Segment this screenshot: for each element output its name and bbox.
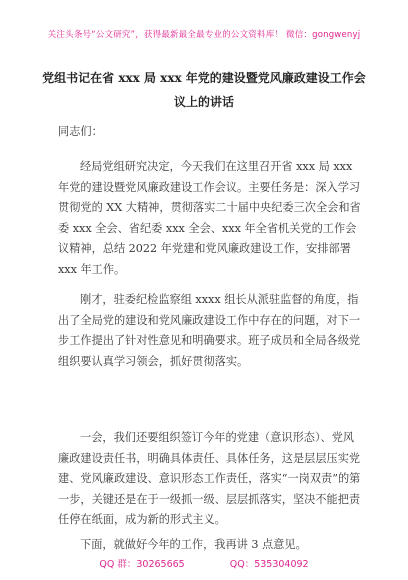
footer-qq-group: QQ 群：30265665	[99, 559, 185, 570]
document-title	[40, 66, 368, 114]
title-line-2: 议上的讲话	[173, 95, 234, 109]
paragraph-4: 下面，就做好今年的工作，我再讲 3 点意见。	[80, 538, 307, 551]
footer-qq: QQ：535304092	[229, 559, 309, 570]
footer-contact	[0, 556, 408, 570]
paragraph-2: 刚才，驻委纪检监察组 xxxx 组长从派驻监督的角度，指出了全局党的建设和党风廉政建设工作中存在的问题，对下一步工作提出了针对性意见和明确要求。班子成员和全局各级党组织要认真学习领会，抓好贯彻落实。	[58, 293, 361, 368]
paragraph-1: 经局党组研究决定，今天我们在这里召开省 xxx 局 xxx 年党的建设暨党风廉政建设工作会议。主要任务是：深入学习贯彻党的 XX 大精神，贯彻落实二十届中央纪委三次全会和省委 xxx 全会、省纪委 xxx 全会、xxx 年全省机关党的工作会议精神，总结 2022 年党建和党风廉政建设工作，安排部署 xxx 年工作。	[58, 160, 361, 276]
promo-banner: 关注头条号“公文研究”，获得最新最全最专业的公文资料库！ 微信：gongwenyj	[47, 30, 361, 40]
title-line-1: 党组书记在省 xxx 局 xxx 年党的建设暨党风廉政建设工作会	[42, 71, 366, 85]
salutation: 同志们：	[58, 125, 103, 138]
paragraph-3: 一会，我们还要组织签订今年的党建（意识形态）、党风廉政建设责任书，明确具体责任、具体任务，这是层层压实党建、党风廉政建设、意识形态工作责任，落实“一岗双责”的第一步，关键还是在于一级抓一级、层层抓落实，坚决不能把责任停在纸面，成为新的形式主义。	[58, 431, 361, 526]
